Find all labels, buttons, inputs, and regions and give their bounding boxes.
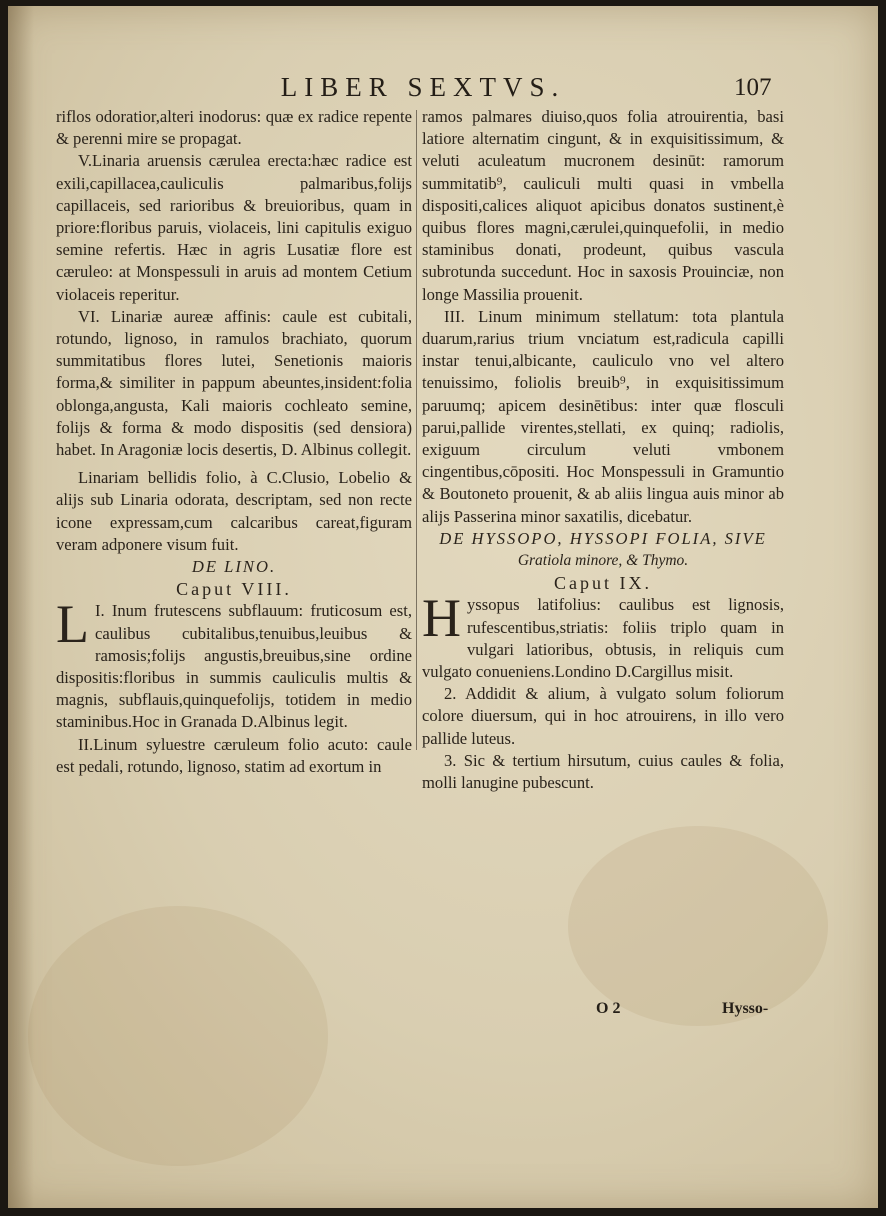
- paragraph: riflos odoratior,alteri inodorus: quæ ex radice repente & perenni mire se propagat.: [56, 107, 412, 149]
- paragraph: VI. Linariæ aureæ affinis: caule est cubitali, rotundo, lignoso, in ramulos brachiato, quorum summitatibus flores lutei, Senetionis maioris forma,& similiter in pappum abeuntes,insident:folia oblonga,angusta, Kali maioris cochleato semine, folijs & forma & modo dispositis (sed densiora) habet. In Aragoniæ locis desertis, D. Albinus collegit.: [56, 306, 412, 460]
- section-subheading: Gratiola minore, & Thymo.: [517, 552, 689, 570]
- paragraph: Linariam bellidis folio, à C.Clusio, Lobelio & alijs sub Linaria odorata, descriptam, sed non recte icone expressam,cum calcaribus careat,figuram veram adponere visum fuit.: [56, 468, 412, 554]
- paragraph: [56, 594, 412, 733]
- column-rule: [416, 110, 417, 750]
- running-head: LIBER SEXTVS.: [280, 72, 566, 102]
- signature-mark: O 2: [596, 1000, 621, 1017]
- section-heading: DE LINO.: [191, 557, 277, 577]
- right-column: [422, 106, 784, 794]
- section-heading: DE HYSSOPO, HYSSOPI FOLIA, SIVE: [439, 528, 767, 548]
- chapter-heading: Caput VIII.: [176, 579, 292, 600]
- water-stain: [28, 906, 328, 1166]
- paragraph: ramos palmares diuiso,quos folia atrouirentia, basi latiore alternatim cingunt, & in exquisitissimum, & veluti aculeatum mucronem desinūt: ramorum summitatib⁹, cauliculi multi quasi in vmbella dispositi,calices aliquot apicibus donatos sustinent,è quibus flores magni,cærulei,quinquefolii, in medio staminibus donati, prodeunt, quibus vascula subrotunda succedunt. Hoc in saxosis Prouinciæ, non longe Massilia prouenit.: [422, 107, 784, 304]
- paragraph: III. Linum minimum stellatum: tota plantula duarum,rarius trium vnciatum est,radicula capilli instar tenui,albicante, cauliculo vno vel altero tenuissimo, foliolis breuib⁹, in exquisitissimum paruumq; apicem desinētibus: inter quæ flosculi parui,pallide virentes,stellati, ex quinq; radiolis, exiguum circulum veluti vmbonem cingentibus,cōpositi. Hoc Monspessuli in Gramuntio & Boutoneto prouenit, & ab aliis lingua auis minor ab alijs Passerina minor saxatilis, dicebatur.: [422, 306, 784, 526]
- book-page: [8, 6, 878, 1208]
- drop-cap: L: [56, 594, 89, 655]
- paragraph: V.Linaria aruensis cærulea erecta:hæc radice est exili,capillacea,cauliculis palmaribus,folijs capillaceis, sed rarioribus & breuioribus, quam in priore:floribus paruis, violaceis, lini capitulis exiguo semine refertis. Hæc in agris Lusatiæ flore est cæruleo: at Monspessuli in aruis ad montem Cetium violaceis reperitur.: [56, 151, 412, 304]
- paragraph: [422, 588, 784, 683]
- paragraph: II.Linum syluestre cæruleum folio acuto: caule est pedali, rotundo, lignoso, statim ad exortum in: [56, 734, 412, 776]
- chapter-heading: Caput IX.: [554, 573, 652, 594]
- paragraph: 3. Sic & tertium hirsutum, cuius caules & folia, molli lanugine pubescunt.: [422, 750, 784, 793]
- folio-number: 107: [734, 74, 772, 101]
- catchword: Hysso-: [722, 1000, 769, 1017]
- paragraph: 2. Addidit & alium, à vulgato solum foliorum colore diuersum, qui in hoc atrouirens, in illo vero pallide luteus.: [422, 684, 784, 748]
- left-column: [56, 106, 412, 778]
- water-stain: [568, 826, 828, 1026]
- paragraph-text: I. Inum frutescens subflauum: fruticosum est, caulibus cubitalibus,tenuibus,leuibus & ramosis;folijs angustis,breuibus,sine ordine dispositis:floribus in summis cauliculis multis & magnis, subflauis,quinquefolijs, totidem in medio staminibus.Hoc in Granada D.Albinus legit.: [56, 601, 412, 732]
- drop-cap: H: [422, 588, 461, 649]
- paragraph-text: yssopus latifolius: caulibus est lignosis, rufescentibus,striatis: foliis triplo quam in vulgari latioribus, obtusis, in reliquis cum vulgato conueniens.Londino D.Cargillus misit.: [422, 595, 784, 682]
